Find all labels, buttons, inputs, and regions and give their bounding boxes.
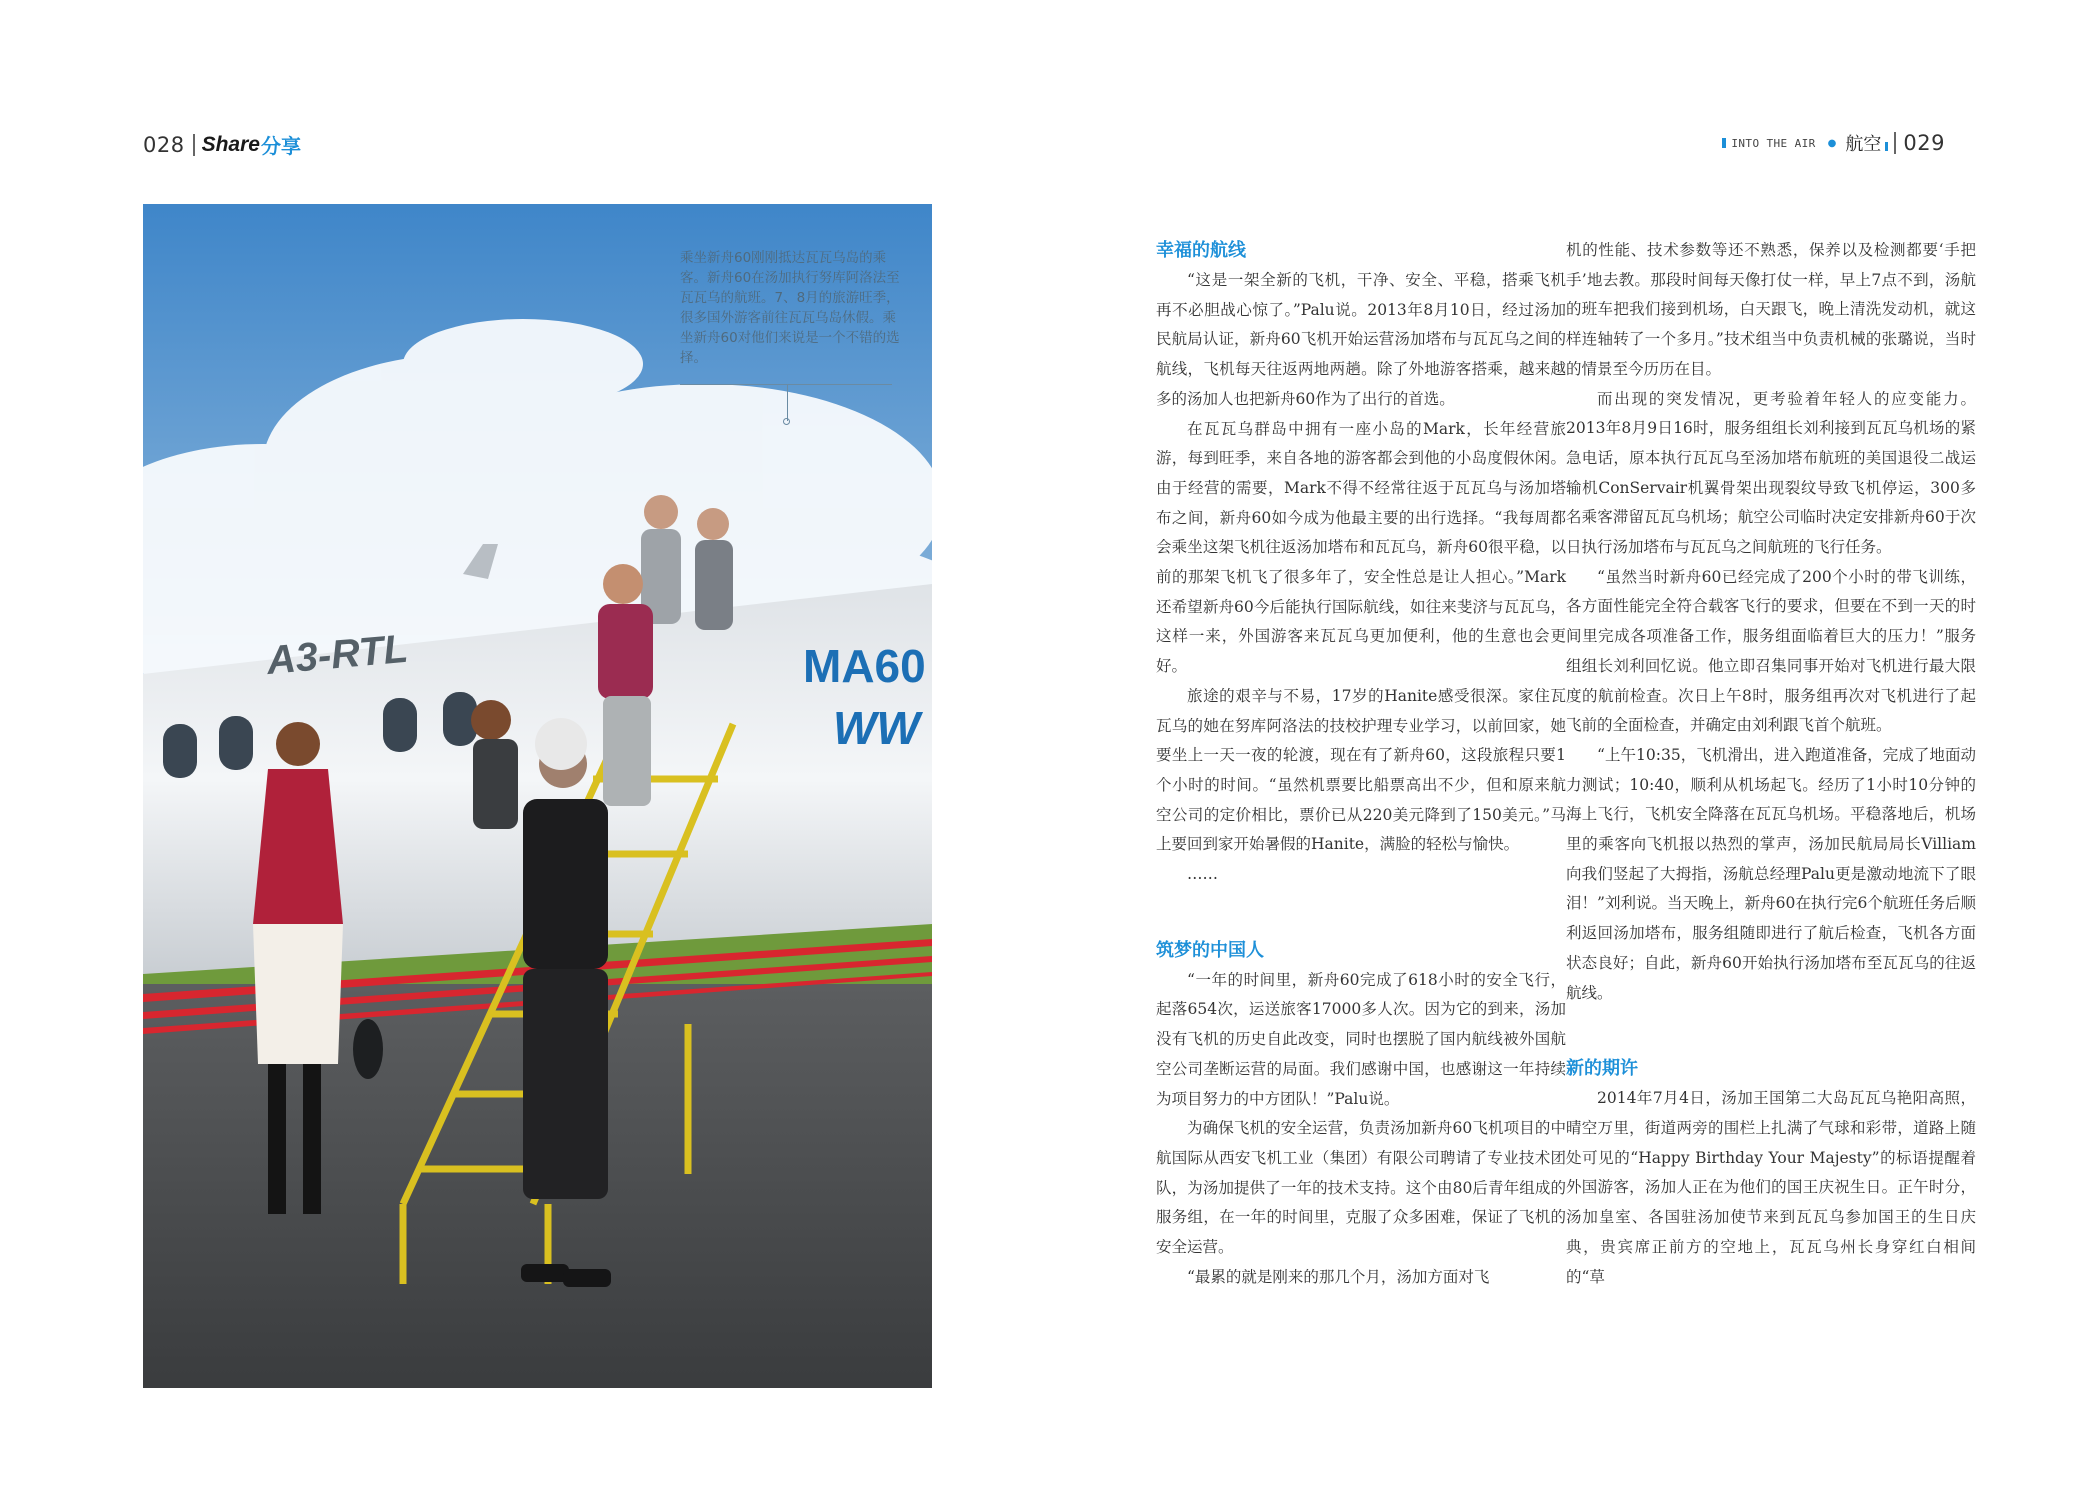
caption-leader-dot (783, 418, 790, 425)
article-paragraph: 而出现的突发情况，更考验着年轻人的应变能力。2013年8月9日16时，服务组组长刘利接到瓦瓦乌机场的紧急电话，原本执行瓦瓦乌至汤加塔布航班的美国退役二战运输机ConServair机翼骨架出现裂纹导致飞机停运，300多名乘客滞留瓦瓦乌机场；航空公司临时决定安排新舟60于次日执行汤加塔布与瓦瓦乌之间航班的飞行任务。 (1566, 389, 1976, 557)
article-paragraph: 为确保飞机的安全运营，负责汤加新舟60飞机项目的中航国际从西安飞机工业（集团）有限公司聘请了专业技术团队，为汤加提供了一年的技术支持。这个由80后青年组成的服务组，在一年的时间里，克服了众多困难，保证了飞机的安全运营。 (1156, 1119, 1566, 1257)
article-paragraph: 机的性能、技术参数等还不熟悉，保养以及检测都要‘手把手’地去教。那段时间每天像打仗一样，早上7点不到，汤航的班车把我们接到机场，白天跟飞，晚上清洗发动机，就这样连轴转了一个多月。”技术组当中负责机械的张璐说，当时的情景至今历历在目。 (1566, 241, 1976, 378)
section-marker-small (1885, 142, 1888, 151)
left-page-header (143, 130, 301, 159)
section-heading: 幸福的航线 (1156, 240, 1246, 261)
section-dot-icon: ● (1827, 137, 1837, 149)
section-heading: 新的期许 (1566, 1058, 1638, 1080)
right-page-number: 029 (1903, 131, 1945, 155)
caption-leader-line (787, 385, 788, 421)
brand-name-en: Share (201, 132, 260, 156)
article-column-1 (1156, 236, 1566, 1293)
section-marker (1722, 138, 1726, 148)
section-spacer (1156, 890, 1566, 936)
fuselage-lettering-1: MA60 (803, 640, 926, 692)
header-divider (193, 134, 195, 156)
caption-rule (680, 384, 892, 385)
article-paragraph: “最累的就是刚来的那几个月，汤加方面对飞 (1187, 1267, 1490, 1286)
article-paragraph: “上午10:35，飞机滑出，进入跑道准备，完成了地面动力测试；10:40，顺利从机场起飞。经历了1小时10分钟的海上飞行，飞机安全降落在瓦瓦乌机场。平稳落地后，机场里的乘客向飞机报以热烈的掌声，汤加民航局局长Villiam向我们竖起了大拇指，汤航总经理Palu更是激动地流下了眼泪！”刘利说。当天晚上，新舟60在执行完6个航班任务后顺利返回汤加塔布，服务组随即进行了航后检查，飞机各方面状态良好；自此，新舟60开始执行汤加塔布至瓦瓦乌的往返航线。 (1566, 745, 1976, 1002)
article-paragraph: …… (1187, 865, 1218, 884)
section-heading: 筑梦的中国人 (1156, 939, 1264, 961)
left-page-number: 028 (143, 132, 185, 157)
article-column-2 (1566, 236, 1976, 1292)
section-title-cn: 航空 (1845, 134, 1882, 155)
section-spacer (1566, 1008, 1976, 1054)
fuselage-lettering-2: WW (833, 702, 920, 754)
section-title-en: INTO THE AIR (1731, 136, 1816, 150)
article-paragraph: “一年的时间里，新舟60完成了618小时的安全飞行，起落654次，运送旅客17000多人次。因为它的到来，汤加没有飞机的历史自此改变，同时也摆脱了国内航线被外国航空公司垄断运营的局面。我们感谢中国，也感谢这一年持续为项目努力的中方团队！”Palu说。 (1156, 970, 1566, 1108)
feature-photo (143, 204, 932, 1388)
aircraft-registration: A3-RTL (264, 626, 410, 683)
brand-name-cn: 分享 (260, 134, 301, 158)
photo-illustration (143, 204, 932, 1388)
article-paragraph: 旅途的艰辛与不易，17岁的Hanite感受很深。家住瓦瓦乌的她在努库阿洛法的技校护理专业学习，以前回家，她要坐上一天一夜的轮渡，现在有了新舟60，这段旅程只要1个小时的时间。“虽然机票要比船票高出不少，但和原来航空公司的定价相比，票价已从220美元降到了150美元。”马上要回到家开始暑假的Hanite，满脸的轻松与愉快。 (1156, 686, 1566, 854)
right-page-header (1722, 130, 1945, 156)
article-paragraph: 2014年7月4日，汤加王国第二大岛瓦瓦乌艳阳高照，晴空万里，街道两旁的围栏上扎满了气球和彩带，道路上随处可见的“Happy Birthday Your Majesty”的标语提醒着外国游客，汤加人正在为他们的国王庆祝生日。正午时分，汤加皇室、各国驻汤加使节来到瓦瓦乌参加国王的生日庆典，贵宾席正前方的空地上，瓦瓦乌州长身穿红白相间的“草 (1566, 1089, 1976, 1286)
article-paragraph: “虽然当时新舟60已经完成了200个小时的带飞训练，各方面性能完全符合载客飞行的要求，但要在不到一天的时间里完成各项准备工作，服务组面临着巨大的压力！”服务组组长刘利回忆说。他立即召集同事开始对飞机进行最大限度的航前检查。次日上午8时，服务组再次对飞机进行了起飞前的全面检查，并确定由刘利跟飞首个航班。 (1566, 567, 1976, 735)
article-paragraph: 在瓦瓦乌群岛中拥有一座小岛的Mark，长年经营旅游，每到旺季，来自各地的游客都会到他的小岛度假休闲。由于经营的需要，Mark不得不经常往返于瓦瓦乌与汤加塔布之间，新舟60如今成为他最主要的出行选择。“我每周都会乘坐这架飞机往返汤加塔布和瓦瓦乌，新舟60很平稳，以前的那架飞机飞了很多年了，安全性总是让人担心。”Mark还希望新舟60今后能执行国际航线，如往来斐济与瓦瓦乌，这样一来，外国游客来瓦瓦乌更加便利，他的生意也会更好。 (1156, 419, 1566, 676)
photo-caption: 乘坐新舟60刚刚抵达瓦瓦乌岛的乘客。新舟60在汤加执行努库阿洛法至瓦瓦乌的航班。7、8月的旅游旺季，很多国外游客前往瓦瓦乌岛休假。乘坐新舟60对他们来说是一个不错的选择。 (680, 250, 900, 366)
header-divider-right (1894, 132, 1896, 154)
article-paragraph: “这是一架全新的飞机，干净、安全、平稳，搭乘飞机再不必胆战心惊了。”Palu说。2013年8月10日，经过汤加民航局认证，新舟60飞机开始运营汤加塔布与瓦瓦乌之间的航线，飞机每天往返两地两趟。除了外地游客搭乘，越来越多的汤加人也把新舟60作为了出行的首选。 (1156, 271, 1566, 408)
